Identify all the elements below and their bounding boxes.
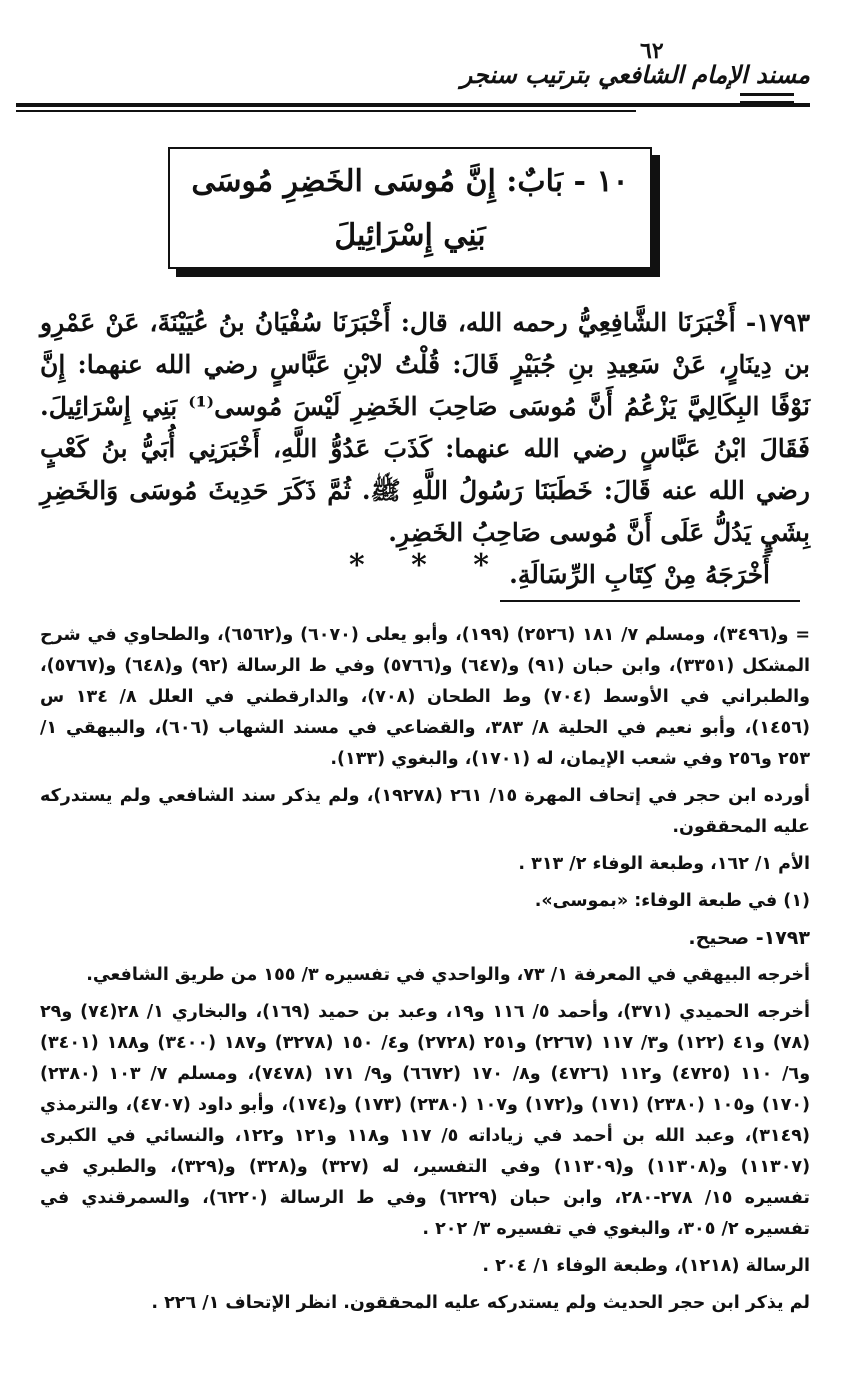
footnote-paragraph: لم يذكر ابن حجر الحديث ولم يستدركه عليه المحققون. انظر الإتحاف ١/ ٢٢٦ . (151, 1293, 810, 1313)
book-title: مسند الإمام الشافعي بترتيب سنجر (460, 60, 810, 89)
footnote-rule (500, 600, 800, 602)
footnote-paragraph: أخرجه الحميدي (٣٧١)، وأحمد ٥/ ١١٦ و١٩، وعبد بن حميد (١٦٩)، والبخاري ١/ ٢٨(٧٤) و٢٩ (٧٨) و٤١ (١٢٢) و٣/ ١١٧ (٢٢٦٧) و٢٥١ (٢٧٢٨) و٤/ ١٥٠ (٣٢٧٨) و١٨٧ (٣٤٠٠) و١٨٨ (٣٤٠١) و٦/ ١١٠ (٤٧٢٥) و١١٢ (٤٧٢٦) و٨/ ١٧٠ (٦٦٧٢) و٩/ ١٧١ (٧٤٧٨)، ومسلم ٧/ ١٠٣ (٢٣٨٠) (١٧٠) و١٠٥ (٢٣٨٠) (١٧١) و(١٧٢) و١٠٧ (٢٣٨٠) (١٧٣) و(١٧٤)، وأبو داود (٤٧٠٧)، والترمذي (٣١٤٩)، وعبد الله بن أحمد في زياداته ٥/ ١١٧ و١١٨ و١٢١ و١٢٢، والنسائي في الكبرى (١١٣٠٧) و(١١٣٠٨) و(١١٣٠٩) وفي التفسير، له (٣٢٧) و(٣٢٨) و(٣٢٩)، والطبري في تفسيره ١٥/ ٢٧٨-٢٨٠، وابن حبان (٦٢٢٩) وفي ط الرسالة (٦٢٢٠)، والسمرقندي في تفسيره ٢/ ٣٠٥، والبغوي في تفسيره ٣/ ٢٠٢ . (40, 1002, 811, 1239)
footnote-paragraph: أورده ابن حجر في إتحاف المهرة ١٥/ ٢٦١ (١٩٢٧٨)، ولم يذكر سند الشافعي ولم يستدركه عليه المحققون. (40, 786, 810, 837)
chapter-heading-box (168, 147, 652, 269)
footnote-paragraph: أخرجه البيهقي في المعرفة ١/ ٧٣، والواحدي في تفسيره ٣/ ١٥٥ من طريق الشافعي. (86, 965, 810, 985)
page-number-ornament-lower (740, 101, 794, 104)
header-rule-secondary (16, 110, 636, 112)
page-number-ornament (740, 93, 794, 96)
footnote-paragraph: الرسالة (١٢١٨)، وطبعة الوفاء ١/ ٢٠٤ . (482, 1256, 810, 1276)
footnote-note: (١) في طبعة الوفاء: «بموسى». (534, 891, 810, 911)
header-rule (16, 103, 810, 107)
hadith-source: أَخْرَجَهُ مِنْ كِتَابِ الرِّسَالَةِ. (509, 560, 770, 589)
footnote-paragraph: الأم ١/ ١٦٢، وطبعة الوفاء ٢/ ٣١٣ . (518, 854, 810, 874)
chapter-title: ١٠ - بَابٌ: إِنَّ مُوسَى الخَضِرِ مُوسَى بَنِي إِسْرَائِيلَ (191, 164, 629, 253)
page-number: ٦٢ (640, 38, 664, 64)
footnotes (40, 620, 810, 1325)
footnote-paragraph: = و(٣٤٩٦)، ومسلم ٧/ ١٨١ (٢٥٢٦) (١٩٩)، وأبو يعلى (٦٠٧٠) و(٦٥٦٢)، والطحاوي في شرح المشكل (٣٣٥١)، وابن حبان (٩١) و(٦٤٧) و(٥٧٦٦) وفي ط الرسالة (٩٢) و(٦٤٨) و(٥٧٦٧)، والطبراني في الأوسط (٧٠٤) وط الطحان (٧٠٨)، والدارقطني في العلل ٨/ ١٣٤ س (١٤٥٦)، وأبو نعيم في الحلية ٨/ ٣٨٣، والقضاعي في مسند الشهاب (٦٠٦)، والبيهقي ١/ ٢٥٣ و٢٥٦ وفي شعب الإيمان، له (١٧٠١)، والبغوي (١٣٣). (40, 625, 811, 769)
hadith-text: ١٧٩٣- أَخْبَرَنَا الشَّافِعِيُّ رحمه الله، قال: أَخْبَرَنَا سُفْيَانُ بنُ عُيَيْنَةَ، عَنْ عَمْرِو بن دِينَارٍ، عَنْ سَعِيدِ بنِ جُبَيْرٍ قَالَ: قُلْتُ لابْنِ عَبَّاسٍ رضي الله عنهما: إِنَّ نَوْفًا البِكَالِيَّ يَزْعُمُ أَنَّ مُوسَى صَاحِبَ الخَضِرِ لَيْسَ مُوسى⁽¹⁾ بَنِي إِسْرَائِيلَ. فَقَالَ ابْنُ عَبَّاسٍ رضي الله عنهما: كَذَبَ عَدُوُّ اللَّهِ، أَخْبَرَنِي أُبَيُّ بنُ كَعْبٍ رضي الله عنه قَالَ: خَطَبَنَا رَسُولُ اللَّهِ ﷺ. ثُمَّ ذَكَرَ حَدِيثَ مُوسَى وَالخَضِرِ بِشَيٍ يَدُلُّ عَلَى أَنَّ مُوسى صَاحِبُ الخَضِرِ. (40, 308, 810, 547)
section-separator: * * * (349, 548, 507, 583)
footnote-heading: ١٧٩٣- صحيح. (688, 927, 810, 949)
